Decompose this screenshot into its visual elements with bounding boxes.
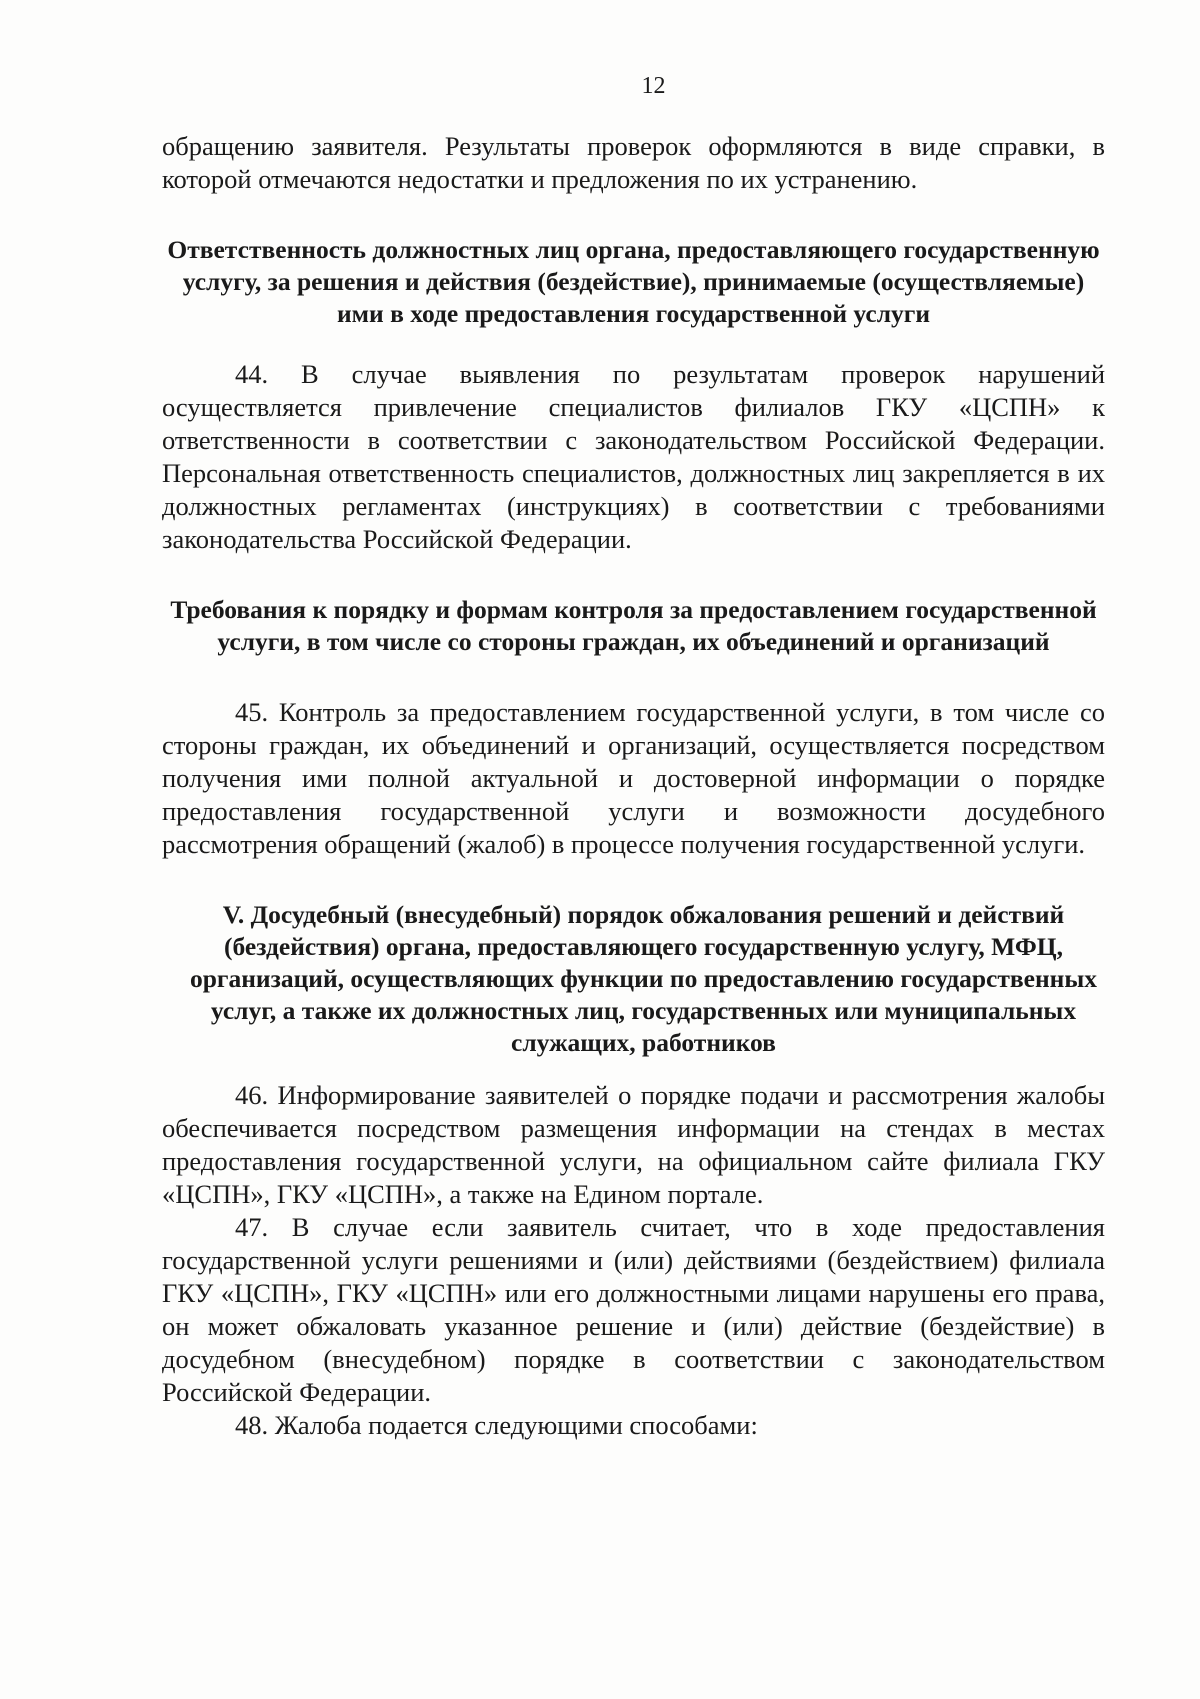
heading-responsibility-text: Ответственность должностных лиц органа, предоставляющего государственную услугу, за решения и действия (бездействие), принимаемые (осуществляемые) ими в ходе предоставления государственной услуги [167,235,1100,328]
paragraph-47: 47. В случае если заявитель считает, что в ходе предоставления государственной услуги решениями и (или) действиями (бездействием) филиала ГКУ «ЦСПН», ГКУ «ЦСПН» или его должностными лицами нарушены его права, он может обжаловать указанное решение и (или) действие (бездействие) в досудебном (внесудебном) порядке в соответствии с законодательством Российской Федерации. [162,1212,1105,1407]
section-heading-responsibility [162,234,1105,330]
paragraph-44: 44. В случае выявления по результатам проверок нарушений осуществляется привлечение специалистов филиалов ГКУ «ЦСПН» к ответственности в соответствии с законодательством Российской Федерации. Персональная ответственность специалистов, должностных лиц закрепляется в их должностных регламентах (инструкциях) в соответствии с требованиями законодательства Российской Федерации. [162,359,1105,554]
heading-control-requirements-text: Требования к порядку и формам контроля за предоставлением государственной услуги, в том числе со стороны граждан, их объединений и организаций [170,595,1097,656]
page-number: 12 [641,73,666,99]
section-heading-appeal-procedure [162,899,1105,1059]
paragraph-continuation: обращению заявителя. Результаты проверок оформляются в виде справки, в которой отмечаются недостатки и предложения по их устранению. [162,131,1105,194]
section-heading-control-requirements [162,594,1105,658]
paragraph-46: 46. Информирование заявителей о порядке подачи и рассмотрения жалобы обеспечивается посредством размещения информации на стендах в местах предоставления государственной услуги, на официальном сайте филиала ГКУ «ЦСПН», ГКУ «ЦСПН», а также на Едином портале. [162,1080,1105,1209]
paragraph-45: 45. Контроль за предоставлением государственной услуги, в том числе со стороны граждан, их объединений и организаций, осуществляется посредством получения ими полной актуальной и достоверной информации о порядке предоставления государственной услуги и возможности досудебного рассмотрения обращений (жалоб) в процессе получения государственной услуги. [162,697,1105,859]
heading-appeal-procedure-text: V. Досудебный (внесудебный) порядок обжалования решений и действий (бездействия) органа, предоставляющего государственную услугу, МФЦ, организаций, осуществляющих функции по предоставлению государственных услуг, а также их должностных лиц, государственных или муниципальных служащих, работников [189,900,1098,1057]
paragraph-48: 48. Жалоба подается следующими способами: [235,1410,758,1440]
